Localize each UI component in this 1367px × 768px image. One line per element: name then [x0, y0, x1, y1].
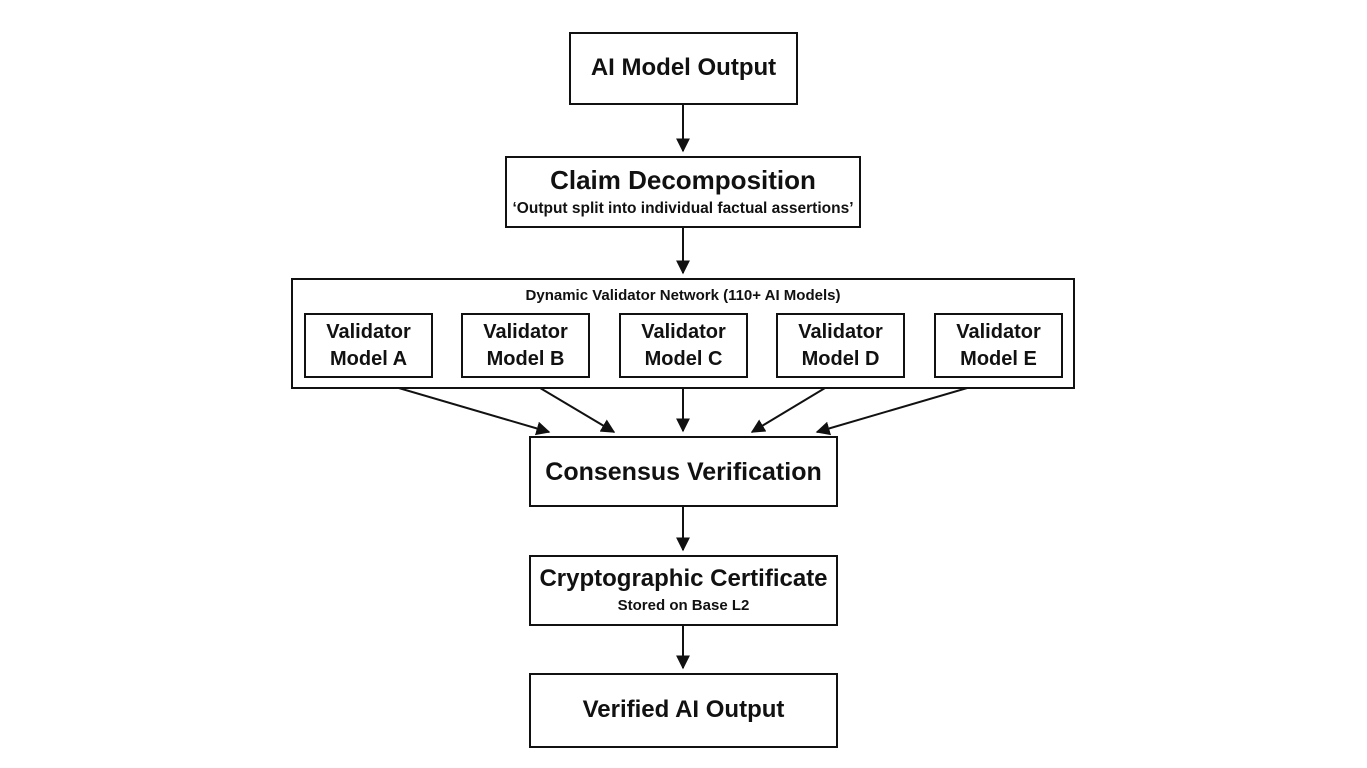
node-claim-decomposition-label: Claim Decomposition — [550, 165, 816, 196]
node-validator-model-e-label: Validator Model E — [956, 320, 1041, 370]
node-ai-model-output-label: AI Model Output — [590, 54, 777, 82]
node-validator-model-d — [776, 313, 905, 378]
node-ai-model-output — [569, 32, 798, 105]
node-validator-model-b — [461, 313, 590, 378]
node-validator-model-c — [619, 313, 748, 378]
node-cryptographic-certificate-label: Cryptographic Certificate — [539, 565, 828, 593]
node-validator-model-a-label: Validator Model A — [326, 320, 411, 370]
node-verified-ai-output-label: Verified AI Output — [582, 696, 785, 724]
node-cryptographic-certificate — [529, 555, 838, 626]
node-claim-decomposition-sublabel: ‘Output split into individual factual assertions’ — [512, 200, 854, 218]
node-validator-model-c-label: Validator Model C — [641, 320, 726, 370]
node-validator-model-b-label: Validator Model B — [483, 320, 568, 370]
node-claim-decomposition — [505, 156, 861, 228]
node-validator-network-label: Dynamic Validator Network (110+ AI Models) — [525, 287, 841, 304]
node-validator-model-d-label: Validator Model D — [798, 320, 883, 370]
node-validator-model-e — [934, 313, 1063, 378]
node-consensus-verification — [529, 436, 838, 507]
node-cryptographic-certificate-sublabel: Stored on Base L2 — [617, 597, 750, 615]
node-consensus-verification-label: Consensus Verification — [545, 457, 822, 486]
node-verified-ai-output — [529, 673, 838, 748]
node-validator-model-a — [304, 313, 433, 378]
